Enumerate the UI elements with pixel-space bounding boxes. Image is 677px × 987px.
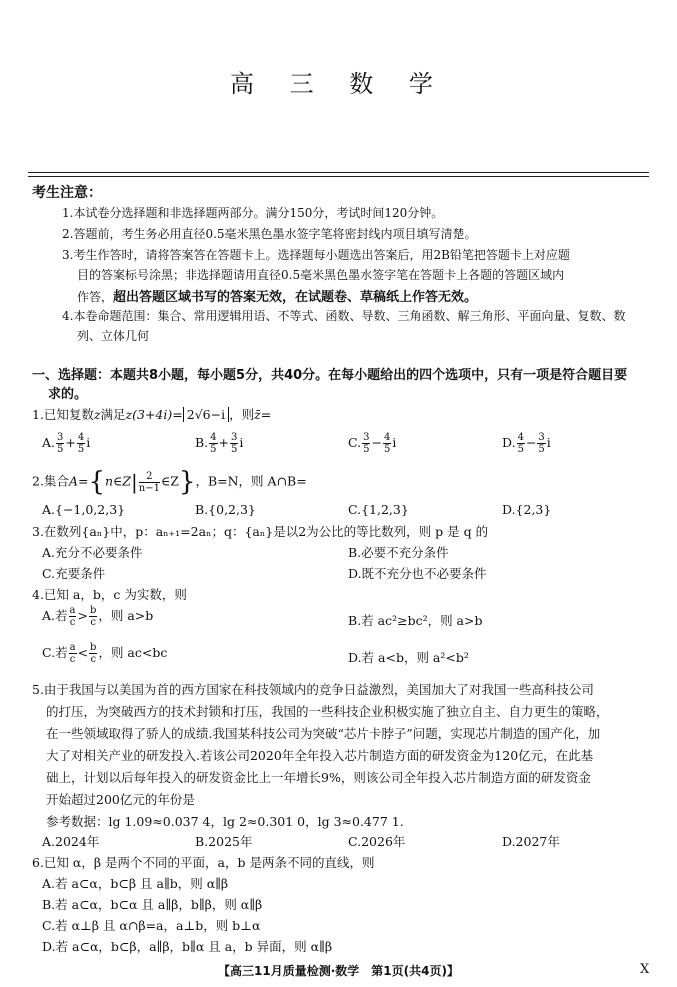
- q1-option-d: [502, 432, 551, 455]
- q2-frac-num: 2: [139, 471, 160, 483]
- q1-opt-tail: i: [392, 435, 397, 450]
- q1-stem-z: z: [93, 407, 101, 422]
- q1-opt-frac1: [209, 432, 217, 455]
- page-title: 高 三 数 学: [230, 70, 447, 98]
- q1-f2-den: 5: [231, 444, 238, 455]
- question-5-line-2: 的打压，为突破西方的技术封锁和打压，我国的一些科技企业积极实施了独立自主、自力更生的策略，: [46, 704, 609, 719]
- q2-option-b: B.{0,2,3}: [195, 502, 256, 517]
- q4-a-gt: >: [77, 608, 88, 623]
- q1-f1-num: 4: [517, 432, 524, 443]
- q4-a-f1d: c: [69, 617, 76, 628]
- q2-option-d: D.{2,3}: [502, 502, 552, 517]
- q2-bar: |: [131, 470, 138, 494]
- notice-item-3: 3.考生作答时，请将答案答在答题卡上。选择题每小题选出答案后，用2B铅笔把答题卡上对应题: [62, 248, 570, 262]
- q4-a-f1n: a: [69, 605, 76, 616]
- notice-item-4-cont: 列、立体几何: [77, 329, 150, 343]
- q2-brace-left: {: [88, 467, 105, 497]
- q1-abs: 2√6−i: [183, 407, 229, 422]
- notice-heading: 考生注意：: [32, 185, 102, 201]
- question-2-stem: [32, 467, 307, 497]
- q1-opt-frac1: [517, 432, 525, 455]
- q1-opt-frac2: [537, 432, 545, 455]
- question-5-reference: 参考数据：lg 1.09≈0.037 4，lg 2≈0.301 0，lg 3≈0.477 1.: [46, 814, 404, 829]
- q3-option-c: C.充要条件: [42, 566, 106, 581]
- q1-stem-c: 满足: [100, 407, 126, 422]
- q4-c-lt: <: [77, 645, 89, 660]
- q2-option-c: C.{1,2,3}: [348, 502, 409, 517]
- q1-opt-frac2: [383, 432, 391, 455]
- q1-f1-num: 3: [363, 432, 370, 443]
- q5-option-d: D.2027年: [502, 834, 560, 849]
- q4-c-f1n: a: [69, 642, 76, 653]
- q3-option-a: A.充分不必要条件: [42, 545, 143, 560]
- question-5-line-3: 在一些领域取得了骄人的成绩.我国某科技公司为突破“芯片卡脖子”问题，实现芯片制造的国产化，加: [46, 726, 601, 741]
- q4-option-a: [42, 605, 153, 628]
- question-5-line-5: 础上，计划以后每年投入的研发资金比上一年增长9%，则该公司全年投入芯片制造方面的研发资金: [46, 770, 591, 785]
- notice-item-2: 2.答题前，考生务必用直径0.5毫米黑色墨水签字笔将密封线内项目填写清楚。: [62, 227, 477, 241]
- notice-item-4: 4.本卷命题范围：集合、常用逻辑用语、不等式、函数、导数、三角函数、解三角形、平面向量、复数、数: [62, 309, 626, 323]
- q6-option-a: A.若 a⊂α，b⊂β 且 a∥b，则 α∥β: [42, 876, 229, 891]
- q2-stem-a: 2.集合: [32, 473, 69, 489]
- q1-f1-den: 5: [363, 444, 370, 455]
- q1-opt-label: B.: [195, 435, 209, 450]
- q4-option-b: B.若 ac²≥bc²，则 a>b: [348, 613, 483, 628]
- q2-stem-c: n∈Z: [105, 473, 131, 489]
- notice-item-1: 1.本试卷分选择题和非选择题两部分。满分150分，考试时间120分钟。: [62, 206, 444, 220]
- question-4-stem: 4.已知 a，b，c 为实数，则: [32, 587, 187, 602]
- q1-stem-e: ，则: [229, 407, 255, 422]
- q4-a-frac1: [69, 605, 77, 628]
- q2-stem-b: A=: [68, 473, 89, 489]
- question-1-stem: [32, 405, 271, 423]
- q6-option-d: D.若 a⊂α，b⊂β，a∥β，b∥α 且 a，b 异面，则 α∥β: [42, 939, 333, 954]
- q5-option-b: B.2025年: [195, 834, 253, 849]
- notice-item-3-end-text: 作答，: [77, 290, 114, 304]
- q5-option-c: C.2026年: [348, 834, 406, 849]
- q2-brace-right: }: [178, 467, 196, 497]
- q2-option-a: A.{−1,0,2,3}: [42, 502, 126, 517]
- q1-f1-den: 5: [57, 444, 64, 455]
- q2-stem-d: ∈Z: [160, 473, 179, 489]
- q1-opt-frac1: [56, 432, 64, 455]
- question-5-line-4: 大了对相关产业的研发投入.若该公司2020年全年投入芯片制造方面的研发资金为120亿元，在此基: [46, 748, 594, 763]
- q4-c-f2n: b: [90, 642, 97, 653]
- question-3-stem: 3.在数列{aₙ}中，p：aₙ₊₁=2aₙ；q：{aₙ}是以2为公比的等比数列，则 p 是 q 的: [32, 524, 489, 539]
- q4-a-pre: A.若: [42, 608, 68, 623]
- q3-option-d: D.既不充分也不必要条件: [348, 566, 487, 581]
- q4-c-f1d: c: [69, 654, 76, 665]
- q1-f1-den: 5: [517, 444, 524, 455]
- q1-opt-tail: i: [546, 435, 551, 450]
- section-heading: 一、选择题：本题共8小题，每小题5分，共40分。在每小题给出的四个选项中，只有一项是符合题目要: [32, 368, 628, 383]
- q3-option-b: B.必要不充分条件: [348, 545, 449, 560]
- paper-code: X: [640, 962, 650, 977]
- q1-f1-num: 4: [210, 432, 217, 443]
- q1-f2-num: 3: [231, 432, 238, 443]
- q1-f2-den: 5: [77, 444, 85, 455]
- notice-item-3-cont: 目的答案标号涂黑；非选择题请用直径0.5毫米黑色墨水签字笔在答题卡上各题的答题区域内: [77, 268, 565, 282]
- q4-c-f2d: c: [90, 654, 97, 665]
- top-rule-double: [28, 176, 649, 177]
- q4-c-post: ，则 ac<bc: [98, 645, 168, 660]
- q4-option-c: [42, 642, 167, 665]
- top-rule: [28, 172, 649, 173]
- q1-opt-label: D.: [502, 435, 516, 450]
- q1-f2-num: 4: [77, 432, 85, 443]
- q2-frac-den: n−1: [138, 482, 160, 494]
- q1-stem-f: z̄=: [254, 407, 272, 422]
- q1-f2-num: 3: [538, 432, 545, 443]
- q1-opt-tail: i: [239, 435, 244, 450]
- q1-opt-op: −: [371, 435, 382, 450]
- q1-opt-frac1: [362, 432, 370, 455]
- q1-f2-den: 5: [383, 444, 391, 455]
- notice-emphasis: 超出答题区域书写的答案无效，在试题卷、草稿纸上作答无效。: [113, 290, 478, 305]
- q1-f1-den: 5: [210, 444, 217, 455]
- q1-stem-a: 1.已知复数: [32, 407, 94, 422]
- q2-stem-e: ，B=N，则 A∩B=: [195, 473, 307, 489]
- q4-a-post: ，则 a>b: [98, 608, 154, 623]
- q1-option-c: [348, 432, 396, 455]
- q1-f2-num: 4: [383, 432, 391, 443]
- notice-item-3-end: [77, 286, 477, 305]
- q4-c-frac1: [69, 642, 77, 665]
- q2-fraction: [139, 471, 160, 494]
- q5-option-a: A.2024年: [42, 834, 100, 849]
- q1-opt-frac2: [230, 432, 238, 455]
- q1-opt-tail: i: [86, 435, 91, 450]
- q1-option-b: [195, 432, 243, 455]
- q4-a-frac2: [89, 605, 97, 628]
- q4-a-f2n: b: [89, 605, 97, 616]
- q4-c-pre: C.若: [42, 645, 68, 660]
- q4-c-frac2: [89, 642, 97, 665]
- q1-option-a: [42, 432, 90, 455]
- q6-option-c: C.若 α⊥β 且 α∩β=a，a⊥b，则 b⊥α: [42, 918, 261, 933]
- q1-stem-d: z(3+4i)=: [125, 407, 183, 422]
- q1-opt-op: +: [65, 435, 76, 450]
- question-5-line-1: 5.由于我国与以美国为首的西方国家在科技领域内的竞争日益激烈，美国加大了对我国一些高科技公司: [32, 682, 594, 697]
- q1-opt-op: −: [525, 435, 537, 450]
- q1-opt-label: A.: [42, 435, 56, 450]
- q1-opt-label: C.: [348, 435, 362, 450]
- page-footer: 【高三11月质量检测·数学 第1页(共4页)】: [218, 964, 459, 978]
- q4-a-f2d: c: [90, 617, 96, 628]
- q1-f1-num: 3: [57, 432, 64, 443]
- q1-opt-op: +: [218, 435, 230, 450]
- question-5-line-6: 开始超过200亿元的年份是: [46, 792, 195, 807]
- q1-opt-frac2: [77, 432, 85, 455]
- q6-option-b: B.若 a⊂α，b⊂α 且 a∥β，b∥β，则 α∥β: [42, 897, 263, 912]
- section-heading-cont: 求的。: [48, 387, 88, 402]
- question-6-stem: 6.已知 α，β 是两个不同的平面，a，b 是两条不同的直线，则: [32, 855, 375, 870]
- q1-f2-den: 5: [538, 444, 545, 455]
- q4-option-d: D.若 a<b，则 a²<b²: [348, 650, 469, 665]
